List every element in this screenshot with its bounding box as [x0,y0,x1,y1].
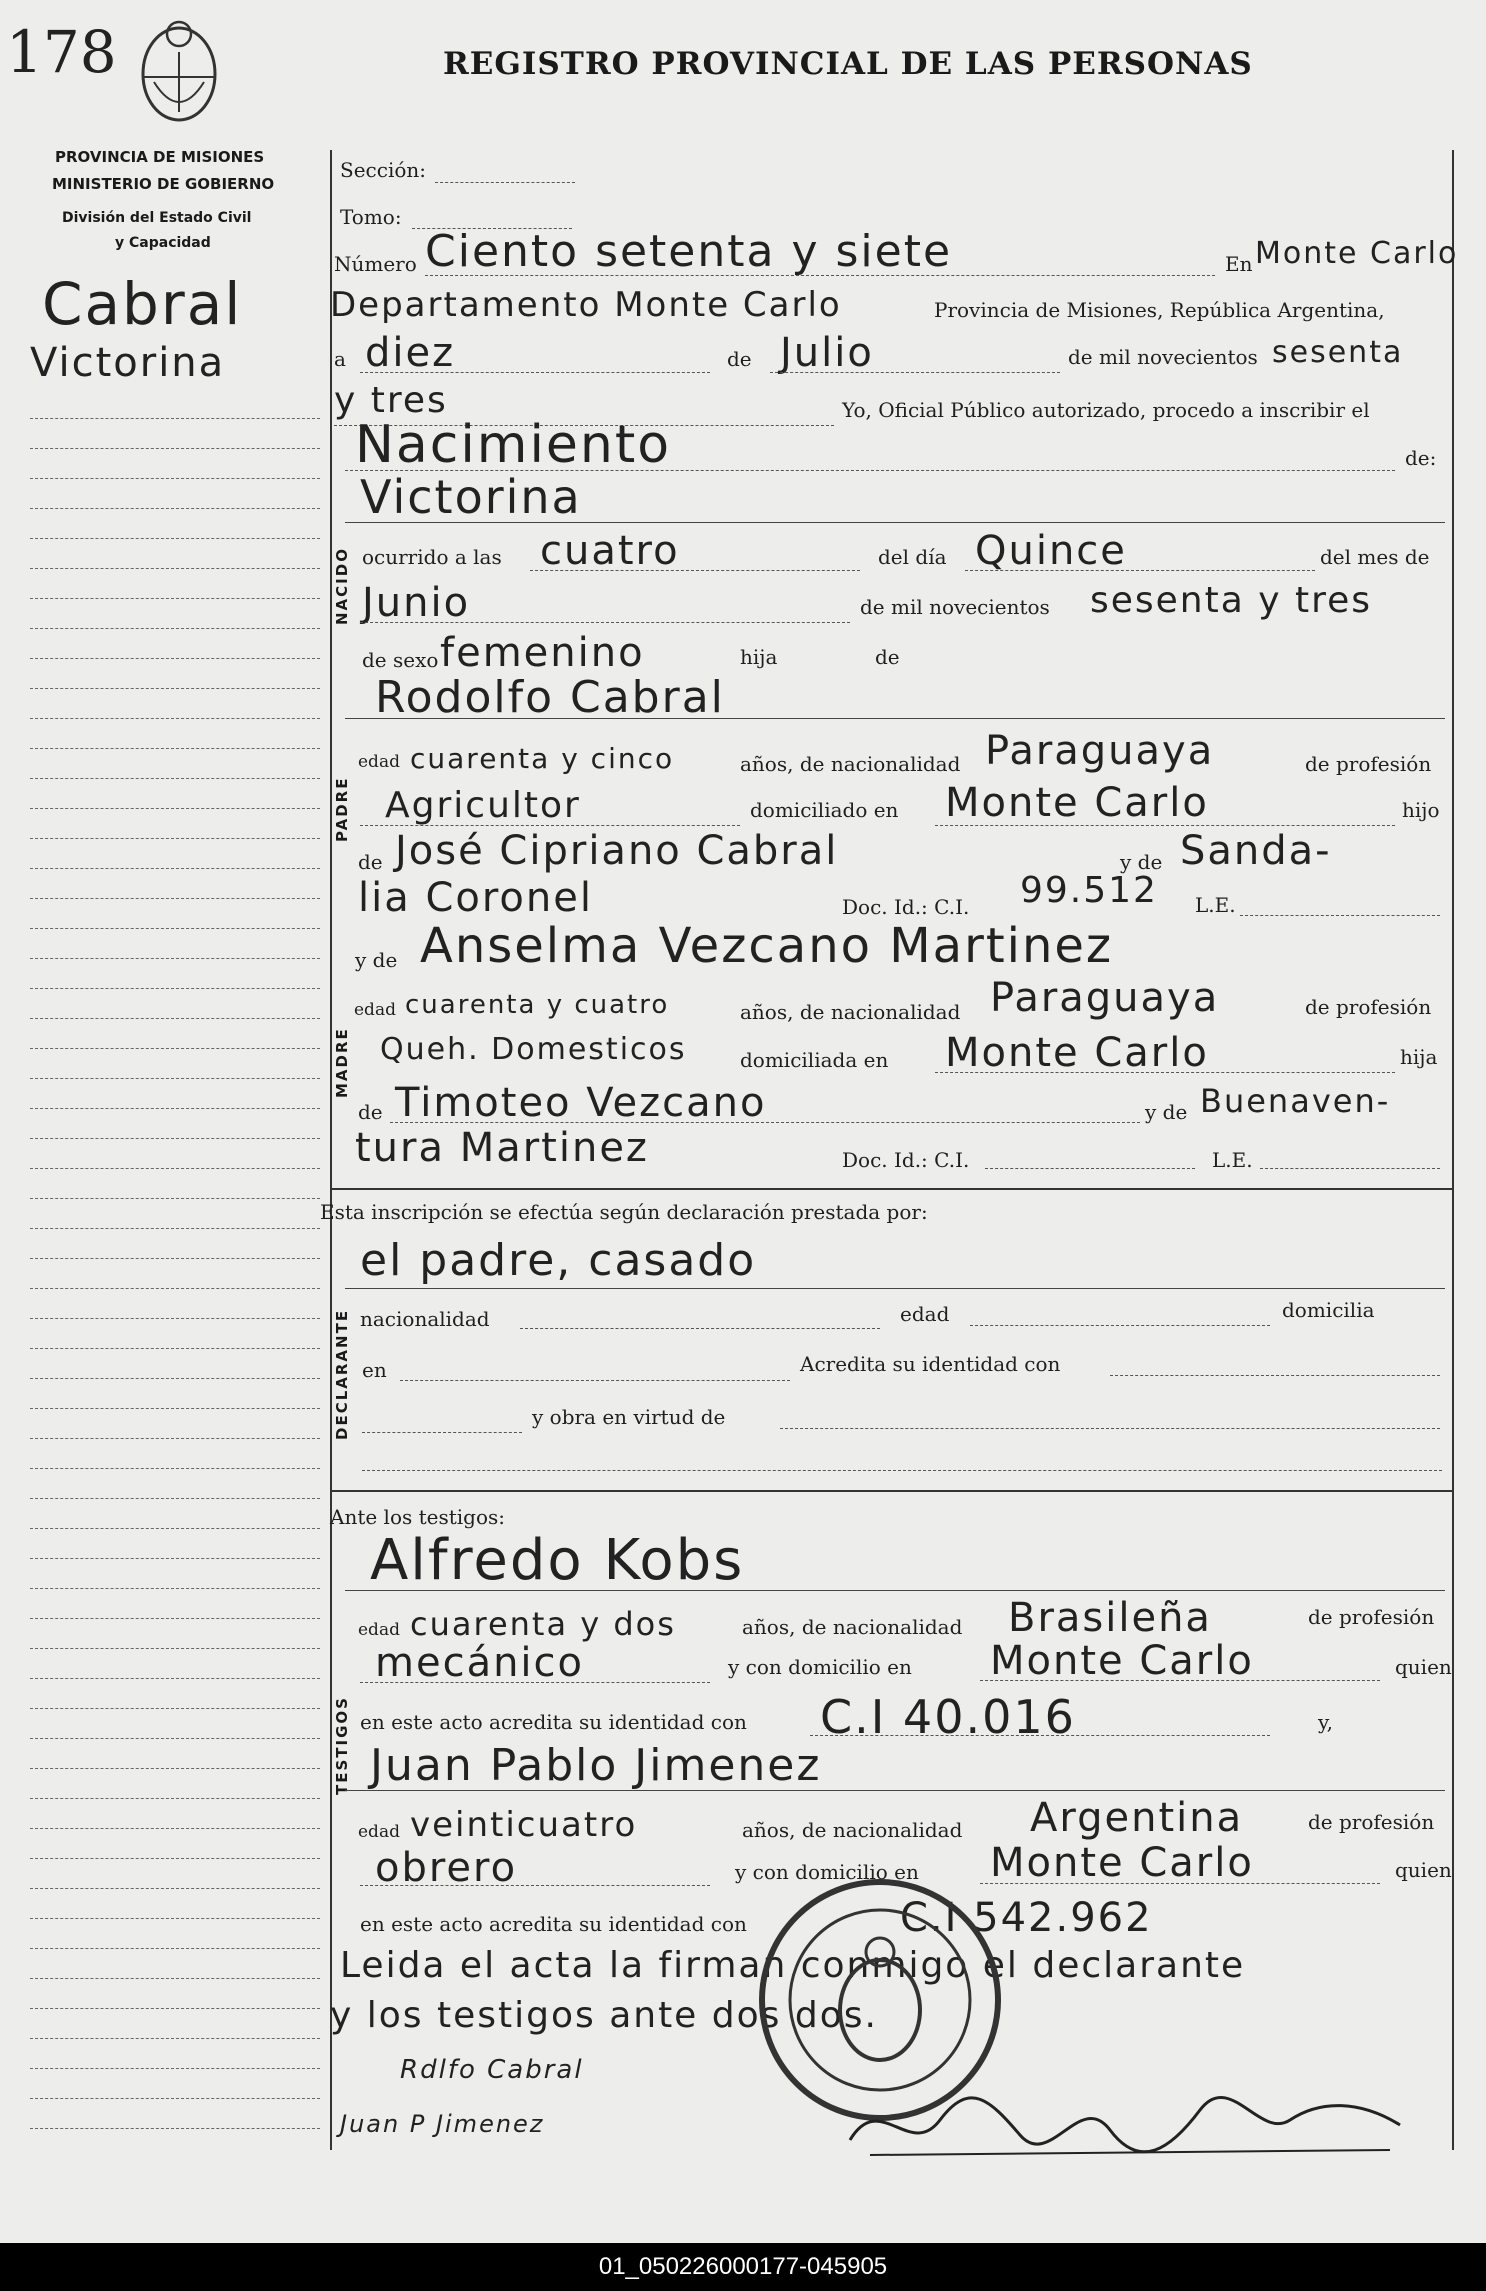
label-padre-de: de [358,850,383,874]
margin-rule [30,1288,320,1289]
label-y-obra: y obra en virtud de [532,1405,726,1429]
agency-line-2: MINISTERIO DE GOBIERNO [52,175,275,193]
label-hija: hija [740,645,778,669]
madre-hija-de-field-line [390,1122,1140,1123]
margin-rule [30,958,320,959]
testigo2-value: Juan Pablo Jimenez [370,1740,822,1791]
margin-rule [30,1198,320,1199]
dia-field-line [360,372,710,373]
margin-rule [30,1498,320,1499]
margin-rule [30,1798,320,1799]
label-de-mil-2: de mil novecientos [860,595,1050,619]
margin-rule [30,1648,320,1649]
margin-rule [30,1618,320,1619]
margin-rule [30,838,320,839]
margin-rule [30,1558,320,1559]
label-t1-en-este-acto: en este acto acredita su identidad con [360,1710,747,1734]
footer-image-id: 01_050226000177-045905 [0,2243,1486,2291]
label-de-mil: de mil novecientos [1068,345,1258,369]
madre-madre-a-value: Buenaven- [1200,1082,1391,1120]
margin-rule [30,598,320,599]
margin-rule [30,808,320,809]
anio-b-value: y tres [334,380,448,421]
margin-rule [30,1738,320,1739]
header-title: REGISTRO PROVINCIAL DE LAS PERSONAS [443,46,1253,82]
seccion-field-line [435,182,575,183]
form-left-border [330,150,332,2150]
label-padre-hijo: hijo [1402,798,1440,822]
sexo-value: femenino [440,630,645,676]
t1-dom-value: Monte Carlo [990,1638,1254,1684]
label-madre-anos: años, de nacionalidad [740,1000,961,1024]
margin-rule [30,628,320,629]
padre-hijo-de-value: José Cipriano Cabral [395,828,839,874]
mes-nac-value: Junio [362,580,471,626]
anio-nac-value: sesenta y tres [1090,580,1373,621]
padre-nac-value: Paraguaya [985,728,1215,774]
margin-rule [30,988,320,989]
agency-line-4: y Capacidad [115,235,211,251]
label-t1-edad: edad [358,1620,400,1640]
label-edad-dec: edad [900,1302,950,1326]
numero-value: Ciento setenta y siete [425,226,953,277]
madre-nac-value: Paraguaya [990,975,1220,1021]
official-signature [840,2080,1420,2170]
dia-nac-field-line [965,570,1315,571]
margin-rule [30,1768,320,1769]
margin-rule [30,1348,320,1349]
label-yo-oficial: Yo, Oficial Público autorizado, procedo a inscribir el [842,398,1370,422]
margin-rule [30,718,320,719]
label-nacionalidad: nacionalidad [360,1307,490,1331]
padre-madre-b-value: lia Coronel [358,875,593,921]
en-dec-field-line [400,1380,790,1381]
t1-ci-value: C.I 40.016 [820,1690,1076,1744]
padre-le-field-line [1240,915,1440,916]
margin-rule [30,1588,320,1589]
madre-prof-value: Queh. Domesticos [380,1032,687,1067]
label-tomo: Tomo: [340,205,402,229]
t1-dom-field-line [980,1680,1380,1681]
margin-rule [30,928,320,929]
t1-nac-value: Brasileña [1008,1595,1212,1641]
label-t2-quien: quien [1395,1858,1452,1882]
margin-rule [30,1228,320,1229]
margin-rule [30,688,320,689]
margin-rule [30,868,320,869]
label-t2-prof: de profesión [1308,1810,1435,1834]
margin-given-name: Victorina [30,340,226,386]
mes-nac-field-line [360,622,850,623]
margin-surname: Cabral [42,270,243,338]
label-t1-anos: años, de nacionalidad [742,1615,963,1639]
margin-rule [30,1078,320,1079]
madre-ci-field-line [985,1168,1195,1169]
label-t1-prof: de profesión [1308,1605,1435,1629]
margin-rule [30,1048,320,1049]
margin-rule [30,1978,320,1979]
label-t2-anos: años, de nacionalidad [742,1818,963,1842]
margin-rule [30,1828,320,1829]
madre-hija-de-value: Timoteo Vezcano [395,1080,767,1126]
label-en-dec: en [362,1358,387,1382]
margin-rule [30,418,320,419]
declarante-field-line [345,1288,1445,1289]
margin-rule [30,1948,320,1949]
label-madre-prof: de profesión [1305,995,1432,1019]
label-madre-doc: Doc. Id.: C.I. [842,1148,970,1172]
label-de-2: de [875,645,900,669]
margin-rule [30,2098,320,2099]
label-padre-edad: edad [358,752,400,772]
padre-edad-value: cuarenta y cinco [410,742,675,775]
label-provincia: Provincia de Misiones, República Argentina, [934,298,1385,322]
margin-rule [30,1408,320,1409]
section-nacido: NACIDO [333,547,351,625]
label-padre-prof: de profesión [1305,752,1432,776]
form-right-border [1452,150,1454,2150]
label-ante-testigos: Ante los testigos: [330,1505,506,1529]
margin-rule [30,1858,320,1859]
margin-rule [30,658,320,659]
label-padre-domiciliado: domiciliado en [750,798,899,822]
label-seccion: Sección: [340,158,426,182]
agency-line-3: División del Estado Civil [62,210,252,226]
label-domicilia: domicilia [1282,1298,1375,1322]
section-divider-2 [330,1490,1452,1492]
declarante-extra-line [362,1470,1442,1471]
y-obra-field-line [780,1428,1440,1429]
margin-rule [30,1138,320,1139]
label-de-sexo: de sexo [362,648,439,672]
madre-le-field-line [1260,1168,1440,1169]
margin-rule [30,1378,320,1379]
testigo2-field-line [345,1790,1445,1791]
hora-value: cuatro [540,528,680,574]
en-lugar-value: Monte Carlo [1255,236,1459,271]
nombre-value: Victorina [360,470,582,524]
label-en: En [1225,252,1253,276]
madre-nombre-value: Anselma Vezcano Martinez [420,918,1114,974]
page-number: 178 [6,18,117,86]
label-esta-inscripcion: Esta inscripción se efectúa según declaración prestada por: [320,1200,928,1224]
label-t1-domicilio: y con domicilio en [728,1655,912,1679]
t2-ci-value: C.I 542.962 [900,1895,1153,1941]
t1-prof-value: mecánico [375,1640,585,1686]
label-del-mes: del mes de [1320,545,1430,569]
t2-edad-value: veinticuatro [410,1805,638,1845]
label-madre-edad: edad [354,1000,396,1020]
t2-prof-field-line [360,1885,710,1886]
t1-edad-value: cuarenta y dos [410,1605,676,1643]
label-del-dia: del día [878,545,947,569]
label-padre-y-de: y de [1120,850,1163,874]
section-testigos: TESTIGOS [333,1696,351,1795]
padre-nombre-value: Rodolfo Cabral [375,672,725,723]
section-declarante: DECLARANTE [333,1308,351,1440]
margin-rule [30,448,320,449]
label-madre-y-de: y de [355,948,398,972]
cierre-line-2: y los testigos ante dos dos. [330,1995,878,2036]
margin-rule [30,898,320,899]
label-t2-domicilio: y con domicilio en [735,1860,919,1884]
padre-dom-value: Monte Carlo [945,780,1209,826]
section-padre: PADRE [333,776,351,842]
margin-rule [30,748,320,749]
cierre-line-1: Leida el acta la firman conmigo el declarante [340,1945,1246,1986]
padre-prof-value: Agricultor [385,785,581,826]
margin-rule [30,2038,320,2039]
padre-madre-a-value: Sanda- [1180,828,1332,874]
section-madre: MADRE [333,1027,351,1098]
margin-rule [30,1258,320,1259]
margin-rule [30,1018,320,1019]
margin-rule [30,2008,320,2009]
label-acredita: Acredita su identidad con [800,1352,1061,1376]
margin-rule [30,1168,320,1169]
label-padre-doc: Doc. Id.: C.I. [842,895,970,919]
padre-ci-value: 99.512 [1020,870,1158,911]
t1-prof-field-line [360,1682,710,1683]
acto-value: Nacimiento [355,415,672,475]
label-numero: Número [334,252,417,276]
madre-dom-value: Monte Carlo [945,1030,1209,1076]
dia-nac-value: Quince [975,528,1127,574]
padre-nombre-field-line [345,718,1445,719]
label-t1-y: y, [1318,1710,1333,1734]
margin-rule [30,1888,320,1889]
t2-nac-value: Argentina [1030,1795,1244,1841]
margin-rule [30,538,320,539]
padre-prof-field-line [360,825,740,826]
mes-value: Julio [780,330,874,376]
label-madre-de: de [358,1100,383,1124]
label-de: de [727,347,752,371]
declarante-value: el padre, casado [360,1235,757,1286]
label-madre-y-de-2: y de [1145,1100,1188,1124]
margin-rule [30,2068,320,2069]
label-madre-le: L.E. [1212,1148,1253,1172]
testigo1-value: Alfredo Kobs [370,1528,745,1593]
label-t2-en-este-acto: en este acto acredita su identidad con [360,1912,747,1936]
blank-field-line [362,1432,522,1433]
margin-rule [30,2128,320,2129]
signature-padre: Rdlfo Cabral [400,2055,584,2085]
margin-rule [30,1708,320,1709]
label-t1-quien: quien [1395,1655,1452,1679]
departamento-value: Departamento Monte Carlo [330,285,842,325]
margin-rule [30,778,320,779]
madre-edad-value: cuarenta y cuatro [405,990,670,1020]
label-madre-domiciliada: domiciliada en [740,1048,889,1072]
label-de-colon: de: [1405,446,1437,470]
margin-rule [30,1108,320,1109]
nombre-field-line [345,522,1445,523]
dia-value: diez [365,330,456,376]
t2-dom-value: Monte Carlo [990,1840,1254,1886]
testigo1-field-line [345,1590,1445,1591]
agency-line-1: PROVINCIA DE MISIONES [55,148,265,166]
hora-field-line [530,570,860,571]
coat-of-arms-emblem [132,12,227,132]
margin-rule [30,478,320,479]
anio-a-value: sesenta [1272,335,1404,370]
madre-madre-b-value: tura Martinez [355,1125,649,1171]
label-madre-hija: hija [1400,1045,1438,1069]
margin-rule [30,1918,320,1919]
padre-dom-field-line [935,825,1395,826]
margin-rule [30,1528,320,1529]
label-ocurrido: ocurrido a las [362,545,502,569]
section-divider-1 [330,1188,1452,1190]
margin-rule [30,1678,320,1679]
label-padre-anos: años, de nacionalidad [740,752,961,776]
margin-rule [30,1438,320,1439]
edad-dec-field-line [970,1325,1270,1326]
label-a: a [334,347,346,371]
label-padre-le: L.E. [1195,893,1236,917]
acredita-field-line [1110,1375,1440,1376]
mes-field-line [770,372,1060,373]
nacionalidad-field-line [520,1328,880,1329]
t1-ci-field-line [810,1735,1270,1736]
margin-rule [30,1318,320,1319]
label-t2-edad: edad [358,1822,400,1842]
margin-rule [30,1468,320,1469]
t2-prof-value: obrero [375,1845,518,1891]
margin-rule [30,508,320,509]
signature-testigo: Juan P Jimenez [340,2110,545,2138]
numero-field-line [425,275,1215,276]
t2-dom-field-line [980,1883,1380,1884]
madre-dom-field-line [935,1072,1395,1073]
margin-rule [30,568,320,569]
